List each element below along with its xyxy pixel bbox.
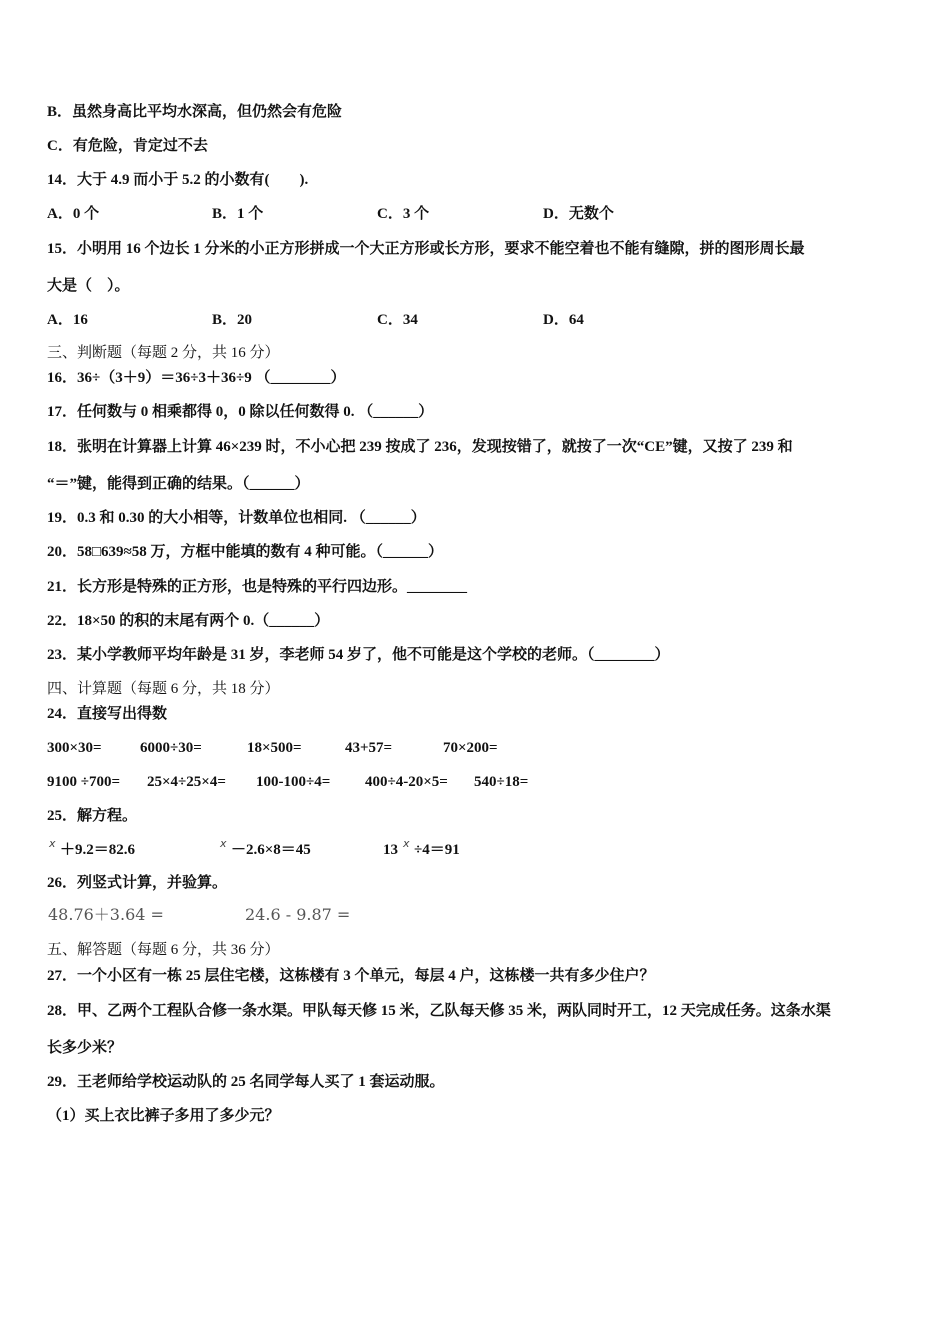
q19: 19．0.3 和 0.30 的大小相等，计数单位也相同. （______） xyxy=(47,510,426,526)
q25-equation-2: －2.6×8＝45 xyxy=(231,842,311,858)
q24-item: 70×200= xyxy=(443,740,498,756)
q25-title: 25．解方程。 xyxy=(47,808,138,824)
q29-sub-question-1: （1）买上衣比裤子多用了多少元？ xyxy=(47,1108,280,1124)
q24-item: 25×4÷25×4= xyxy=(147,774,226,790)
q24-item: 43+57= xyxy=(345,740,393,756)
q20: 20．58□639≈58 万，方框中能填的数有 4 种可能。（______） xyxy=(47,544,444,560)
section4-heading: 四、计算题（每题 6 分，共 18 分） xyxy=(47,681,280,697)
q26-calc-2: 24.6 - 9.87 = xyxy=(245,905,351,924)
q26-title: 26．列竖式计算，并验算。 xyxy=(47,875,228,891)
variable-x-glyph: x xyxy=(403,837,410,850)
q22: 22．18×50 的积的末尾有两个 0.（______） xyxy=(47,613,330,629)
q24-title: 24．直接写出得数 xyxy=(47,706,168,722)
q24-item: 400÷4-20×5= xyxy=(365,774,448,790)
q25-equation-1: ＋9.2＝82.6 xyxy=(60,842,136,858)
q18-line1: 18．张明在计算器上计算 46×239 时，不小心把 239 按成了 236，发现按错了，就按了一次“CE”键，又按了 239 和 xyxy=(47,439,793,455)
q29-stem: 29．王老师给学校运动队的 25 名同学每人买了 1 套运动服。 xyxy=(47,1074,445,1090)
q17: 17．任何数与 0 相乘都得 0，0 除以任何数得 0. （______） xyxy=(47,404,434,420)
q24-item: 18×500= xyxy=(247,740,302,756)
q15-option-c: C．34 xyxy=(377,312,418,328)
q25-equation-3-coefficient: 13 xyxy=(383,842,398,858)
q26-calc-1: 48.76＋3.64 = xyxy=(48,905,164,924)
q13-option-c: C．有危险，肯定过不去 xyxy=(47,138,208,154)
q25-equation-3: ÷4＝91 xyxy=(414,842,460,858)
q14-option-b: B．1 个 xyxy=(212,206,264,222)
q15-option-d: D．64 xyxy=(543,312,584,328)
q14-option-d: D．无数个 xyxy=(543,206,614,222)
q14-option-c: C．3 个 xyxy=(377,206,430,222)
q24-item: 540÷18= xyxy=(474,774,529,790)
q24-item: 9100 ÷700= xyxy=(47,774,121,790)
q14-option-a: A．0 个 xyxy=(47,206,100,222)
q15-stem-line2: 大是（ ）。 xyxy=(47,278,130,294)
q24-item: 300×30= xyxy=(47,740,102,756)
q14-stem: 14．大于 4.9 而小于 5.2 的小数有( ). xyxy=(47,172,309,188)
q18-line2: “＝”键，能得到正确的结果。（______） xyxy=(47,476,310,492)
q21: 21．长方形是特殊的正方形，也是特殊的平行四边形。________ xyxy=(47,579,468,595)
variable-x-glyph: x xyxy=(220,837,227,850)
q13-option-b: B．虽然身高比平均水深高，但仍然会有危险 xyxy=(47,104,343,120)
q23: 23．某小学教师平均年龄是 31 岁，李老师 54 岁了，他不可能是这个学校的老师。（________） xyxy=(47,647,670,663)
section5-heading: 五、解答题（每题 6 分，共 36 分） xyxy=(47,942,280,958)
q27: 27．一个小区有一栋 25 层住宅楼，这栋楼有 3 个单元，每层 4 户，这栋楼一共有多少住户？ xyxy=(47,968,655,984)
q24-item: 100-100÷4= xyxy=(256,774,331,790)
q28-line1: 28．甲、乙两个工程队合修一条水渠。甲队每天修 15 米，乙队每天修 35 米，两队同时开工，12 天完成任务。这条水渠 xyxy=(47,1003,831,1019)
q28-line2: 长多少米？ xyxy=(47,1040,123,1056)
q15-stem-line1: 15．小明用 16 个边长 1 分米的小正方形拼成一个大正方形或长方形，要求不能空着也不能有缝隙，拼的图形周长最 xyxy=(47,241,805,257)
q15-option-b: B．20 xyxy=(212,312,253,328)
section3-heading: 三、判断题（每题 2 分，共 16 分） xyxy=(47,345,280,361)
q24-item: 6000÷30= xyxy=(140,740,202,756)
q16: 16．36÷（3＋9）＝36÷3＋36÷9 （________） xyxy=(47,370,346,386)
q15-option-a: A．16 xyxy=(47,312,88,328)
variable-x-glyph: x xyxy=(49,837,56,850)
